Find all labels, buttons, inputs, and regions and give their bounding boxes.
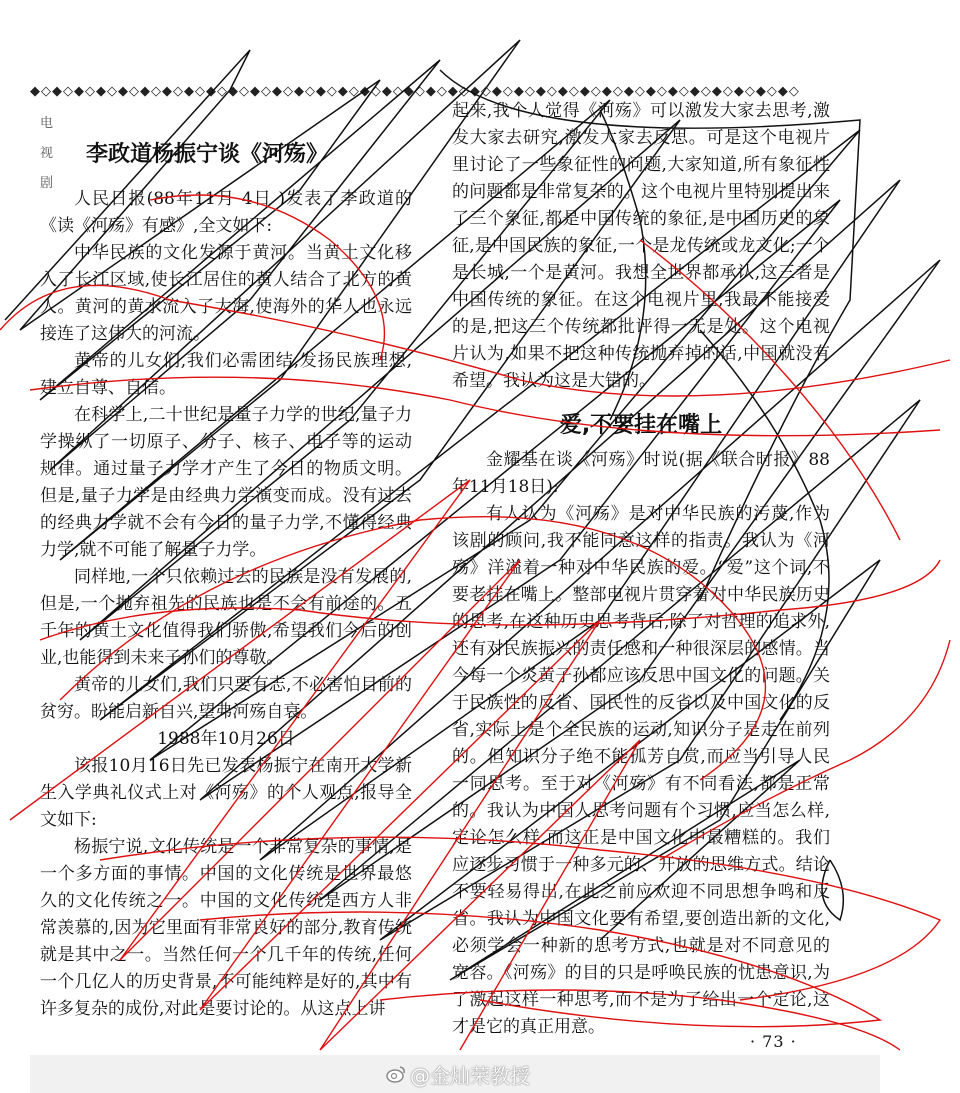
right-column bbox=[452, 98, 830, 1041]
paragraph: 在科学上,二十世纪是量子力学的世纪,量子力学操纵了一切原子、分子、核子、电子等的运动规律。通过量子力学才产生了今日的物质文明。但是,量子力学是由经典力学演变而成。没有过去的经典力学就不会有今日的量子力学,不懂得经典力学,就不可能了解量子力学。 bbox=[40, 405, 412, 560]
paragraph: 该报10月16日先已发表杨振宁在南开大学新生入学典礼仪式上对《河殇》的个人观点,报导全文如下: bbox=[40, 756, 412, 830]
weibo-icon bbox=[385, 1063, 407, 1085]
margin-mark: 剧 bbox=[40, 176, 54, 191]
paragraph: 黄帝的儿女们,我们只要有志,不必害怕目前的贫穷。盼能启新自兴,望弗河殇自衰。 bbox=[40, 675, 412, 722]
left-column bbox=[40, 186, 412, 1023]
watermark: @金灿荣教授 bbox=[410, 1064, 530, 1088]
paragraph: 金耀基在谈《河殇》时说(据《联合时报》88年11月18日): bbox=[452, 450, 830, 497]
margin-mark: 电 bbox=[40, 116, 54, 131]
section-title: 爱,不要挂在嘴上 bbox=[559, 413, 723, 438]
article-date: 1988年10月26日 bbox=[157, 729, 295, 749]
page-number: · 73 · bbox=[750, 1032, 797, 1051]
article-title: 李政道杨振宁谈《河殇》 bbox=[86, 142, 329, 167]
paragraph: 中华民族的文化发源于黄河。当黄土文化移入了长江区域,使长江居住的黄人结合了北方的黄人。黄河的黄水流入了大海,使海外的华人也永远接连了这伟大的河流。 bbox=[40, 243, 412, 344]
paragraph: 同样地,一个只依赖过去的民族是没有发展的,但是,一个抛弃祖先的民族也是不会有前途的。五千年的黄土文化值得我们骄傲,希望我们今后的创业,也能得到未来子孙们的尊敬。 bbox=[40, 567, 412, 668]
margin-mark: 视 bbox=[40, 146, 54, 161]
ornamental-border: ◆◇◆◇◆◇◆◇◆◇◆◇◆◇◆◇◆◇◆◇◆◇◆◇◆◇◆◇◆◇◆◇◆◇◆◇◆◇◆◇◆◇◆◇◆◇◆◇◆◇◆◇◆◇◆◇◆◇◆◇◆◇◆◇◆◇◆◇◆◇ bbox=[30, 84, 800, 99]
paragraph: 人民日报(88年11月 4日 )发表了李政道的《读《河殇》有感》,全文如下: bbox=[40, 189, 412, 236]
paragraph: 杨振宁说,文化传统是一个非常复杂的事情,是一个多方面的事情。中国的文化传统是世界最悠久的文化传统之一。中国的文化传统是西方人非常羡慕的,因为它里面有非常良好的部分,教育传统就是其中之一。当然任何一个几千年的传统,任何一个几亿人的历史背景,不可能纯粹是好的,其中有许多复杂的成份,对此是要讨论的。从这点上讲 bbox=[40, 837, 412, 1019]
paragraph-continuation: 起来,我个人觉得《河殇》可以激发大家去思考,激发大家去研究,激发大家去反思。可是这个电视片里讨论了一些象征性的问题,大家知道,所有象征性的问题都是非常复杂的。这个电视片里特别提出来了三个象征,都是中国传统的象征,是中国历史的象征,是中国民族的象征,一个是龙传统或龙文化;一个是长城,一个是黄河。我想全世界都承认,这三者是中国传统的象征。在这个电视片里,我最不能接受的是,把这三个传统都批评得一无是处。这个电视片认为,如果不把这种传统抛弃掉的话,中国就没有希望。我认为这是大错的。 bbox=[452, 101, 830, 391]
paragraph: 黄帝的儿女们,我们必需团结,发扬民族理想,建立自尊、自信。 bbox=[40, 351, 412, 398]
paragraph: 有人认为《河殇》是对中华民族的污蔑,作为该剧的顾问,我不能同意这样的指责。我认为《河殇》洋溢着一种对中华民族的爱。“爱”这个词,不要老挂在嘴上。整部电视片贯穿着对中华民族历史的思考,在这种历史思考背后,除了对哲理的追求外,还有对民族振兴的责任感和一种很深层的感情。当今每一个炎黄子孙都应该反思中国文化的问题。关于民族性的反省、国民性的反省以及中国文化的反省,实际上是个全民族的运动,知识分子是走在前列的。但知识分子绝不能孤芳自赏,而应当引导人民一同思考。至于对《河殇》有不同看法,都是正常的。我认为中国人思考问题有个习惯,应当怎么样,定论怎么样,而这正是中国文化中最糟糕的。我们应逐步习惯于一种多元的、开放的思维方式。结论不要轻易得出,在此之前应欢迎不同思想争鸣和反省。我认为中国文化要有希望,要创造出新的文化,必须学会一种新的思考方式,也就是对不同意见的宽容。《河殇》的目的只是呼唤民族的忧患意识,为了激起这样一种思考,而不是为了给出一个定论,这才是它的真正用意。 bbox=[452, 504, 830, 1037]
